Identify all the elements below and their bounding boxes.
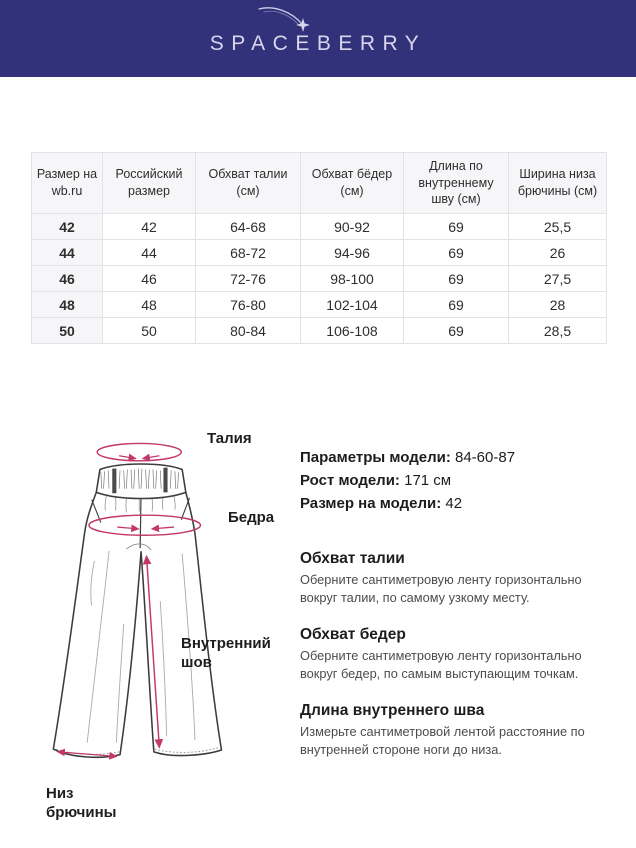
table-cell: 42 [103, 214, 196, 240]
model-size-value: 42 [445, 495, 463, 512]
model-info [300, 446, 616, 515]
table-cell: 28,5 [509, 318, 607, 344]
brand-logo [210, 22, 427, 56]
col-header-inseam: Длина по внутреннему шву (см) [404, 153, 509, 214]
table-row [32, 292, 607, 318]
model-height-value: 171 см [404, 472, 452, 489]
pants-drawing [25, 415, 290, 810]
table-cell: 28 [509, 292, 607, 318]
shooting-star-icon [256, 5, 312, 35]
table-cell: 25,5 [509, 214, 607, 240]
col-header-ru-size: Российский размер [103, 153, 196, 214]
hips-label: Бедра [228, 509, 275, 526]
table-cell: 102-104 [301, 292, 404, 318]
table-cell: 27,5 [509, 266, 607, 292]
instruction-inseam [300, 701, 616, 759]
inseam-label: Внутренний шов [181, 635, 271, 671]
table-cell: 48 [103, 292, 196, 318]
model-size-label: Размер на модели: [300, 495, 442, 512]
hem-label: Низ брючины [46, 785, 117, 821]
model-params-label: Параметры модели: [300, 449, 451, 466]
table-row [32, 266, 607, 292]
size-cell: 46 [32, 266, 103, 292]
table-cell: 72-76 [196, 266, 301, 292]
table-cell: 26 [509, 240, 607, 266]
table-cell: 64-68 [196, 214, 301, 240]
table-cell: 76-80 [196, 292, 301, 318]
table-cell: 69 [404, 240, 509, 266]
table-cell: 68-72 [196, 240, 301, 266]
col-header-waist: Обхват талии (см) [196, 153, 301, 214]
table-cell: 94-96 [301, 240, 404, 266]
table-cell: 46 [103, 266, 196, 292]
size-table-header [32, 153, 607, 214]
model-params-value: 84-60-87 [455, 449, 516, 466]
size-cell: 42 [32, 214, 103, 240]
table-row [32, 318, 607, 344]
table-cell: 106-108 [301, 318, 404, 344]
table-cell: 69 [404, 266, 509, 292]
table-cell: 69 [404, 318, 509, 344]
table-cell: 69 [404, 214, 509, 240]
brand-header [0, 0, 636, 77]
brand-logo-text: SPACEBERRY [209, 31, 427, 55]
instruction-waist-text: Оберните сантиметровую ленту горизонтально вокруг талии, по самому узкому месту. [300, 572, 582, 605]
size-cell: 44 [32, 240, 103, 266]
size-cell: 50 [32, 318, 103, 344]
table-cell: 50 [103, 318, 196, 344]
instruction-hips-title: Обхват бедер [300, 626, 406, 643]
waist-label: Талия [207, 430, 252, 447]
model-height-label: Рост модели: [300, 472, 400, 489]
instruction-hips-text: Оберните сантиметровую ленту горизонтально вокруг бедер, по самым выступающим точкам. [300, 648, 582, 681]
header-row [32, 153, 607, 214]
model-height-line [300, 469, 616, 492]
instruction-waist-title: Обхват талии [300, 550, 405, 567]
size-cell: 48 [32, 292, 103, 318]
table-cell: 98-100 [301, 266, 404, 292]
table-cell: 69 [404, 292, 509, 318]
info-panel [300, 446, 616, 759]
table-cell: 80-84 [196, 318, 301, 344]
table-row [32, 214, 607, 240]
col-header-hips: Обхват бёдер (см) [301, 153, 404, 214]
size-table [31, 152, 607, 344]
col-header-hem-width: Ширина низа брючины (см) [509, 153, 607, 214]
instruction-inseam-title: Длина внутреннего шва [300, 702, 485, 719]
table-cell: 90-92 [301, 214, 404, 240]
table-row [32, 240, 607, 266]
table-cell: 44 [103, 240, 196, 266]
col-header-wb-size: Размер на wb.ru [32, 153, 103, 214]
instruction-inseam-text: Измерьте сантиметровой лентой расстояние по внутренней стороне ноги до низа. [300, 724, 585, 757]
instruction-waist [300, 549, 616, 607]
model-params-line [300, 446, 616, 469]
model-size-line [300, 492, 616, 515]
instruction-hips [300, 625, 616, 683]
